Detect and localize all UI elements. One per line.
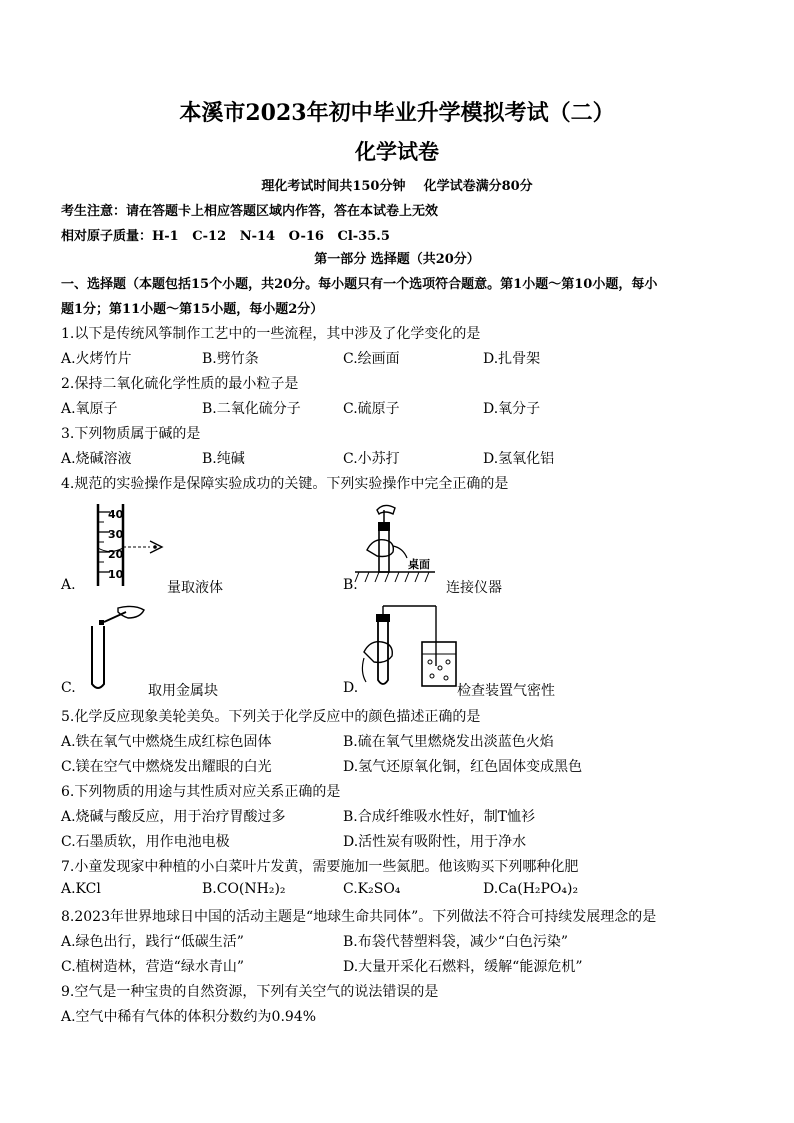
q8-option-a: A.绿色出行，践行“低碳生活” <box>61 934 244 950</box>
metal-block-illustration <box>78 604 158 692</box>
q5-option-c: C.镁在空气中燃烧发出耀眼的白光 <box>61 759 272 775</box>
q2-option-c: C.硫原子 <box>343 401 400 417</box>
atomic-masses: 相对原子质量：H-1 C-12 N-14 O-16 Cl-35.5 <box>61 229 390 244</box>
exam-notice: 考生注意：请在答题卡上相应答题区域内作答，答在本试卷上无效 <box>61 204 439 219</box>
q8-option-d: D.大量开采化石燃料，缓解“能源危机” <box>343 959 583 975</box>
q5-option-b: B.硫在氧气里燃烧发出淡蓝色火焰 <box>343 734 554 750</box>
q3-option-b: B.纯碱 <box>202 451 245 467</box>
q6-option-a: A.烧碱与酸反应，用于治疗胃酸过多 <box>61 809 286 825</box>
q7-option-a: A.KCl <box>61 881 101 897</box>
cylinder-scale <box>108 505 123 585</box>
q2-option-b: B.二氧化硫分子 <box>202 401 301 417</box>
scale-label-20: 20 <box>108 548 124 561</box>
q1-option-b: B.劈竹条 <box>202 351 259 367</box>
q6-option-c: C.石墨质软，用作电池电极 <box>61 834 230 850</box>
question-9-stem: 9.空气是一种宝贵的自然资源，下列有关空气的说法错误的是 <box>61 984 439 1000</box>
section-instruction-line1: 一、选择题（本题包括15个小题，共20分。每小题只有一个选项符合题意。第1小题～第10小题，每小 <box>61 277 658 292</box>
q5-option-d: D.氢气还原氧化铜，红色固体变成黑色 <box>343 759 583 775</box>
exam-title: 本溪市2023年初中毕业升学模拟考试（二） <box>179 100 615 126</box>
q3-option-d: D.氢氧化铝 <box>483 451 555 467</box>
q4-option-b-label: 连接仪器 <box>446 580 502 596</box>
q6-option-b: B.合成纤维吸水性好，制T恤衫 <box>343 809 536 825</box>
exam-subtitle: 化学试卷 <box>355 139 439 164</box>
q4-option-a-letter: A. <box>61 577 76 593</box>
q4-option-b-letter: B. <box>343 577 358 593</box>
q4-option-d-letter: D. <box>343 680 359 696</box>
q9-option-a: A.空气中稀有气体的体积分数约为0.94% <box>61 1009 317 1025</box>
q6-option-d: D.活性炭有吸附性，用于净水 <box>343 834 527 850</box>
question-6-stem: 6.下列物质的用途与其性质对应关系正确的是 <box>61 784 341 800</box>
q7-option-c: C.K₂SO₄ <box>343 881 401 897</box>
part-title: 第一部分 选择题（共20分） <box>314 252 480 267</box>
q1-option-d: D.扎骨架 <box>483 351 541 367</box>
q5-option-a: A.铁在氧气中燃烧生成红棕色固体 <box>61 734 272 750</box>
q2-option-a: A.氧原子 <box>61 401 118 417</box>
q4-option-d-label: 检查装置气密性 <box>457 683 555 699</box>
table-surface-label: 桌面 <box>408 558 430 571</box>
time-note: 理化考试时间共150分钟 化学试卷满分80分 <box>261 179 533 194</box>
q1-option-c: C.绘画面 <box>343 351 400 367</box>
q3-option-c: C.小苏打 <box>343 451 400 467</box>
section-instruction-line2: 题1分；第11小题～第15小题，每小题2分） <box>61 302 324 317</box>
q3-option-a: A.烧碱溶液 <box>61 451 132 467</box>
airtightness-illustration <box>360 602 460 694</box>
question-7-stem: 7.小童发现家中种植的小白菜叶片发黄，需要施加一些氮肥。他该购买下列哪种化肥 <box>61 859 579 875</box>
question-4-stem: 4.规范的实验操作是保障实验成功的关键。下列实验操作中完全正确的是 <box>61 476 509 492</box>
connect-apparatus-illustration <box>355 500 445 590</box>
question-3-stem: 3.下列物质属于碱的是 <box>61 426 201 442</box>
q4-option-c-letter: C. <box>61 680 76 696</box>
question-2-stem: 2.保持二氧化硫化学性质的最小粒子是 <box>61 376 299 392</box>
scale-label-30: 30 <box>108 528 124 541</box>
q4-option-c-label: 取用金属块 <box>148 683 218 699</box>
question-5-stem: 5.化学反应现象美轮美奂。下列关于化学反应中的颜色描述正确的是 <box>61 709 481 725</box>
scale-label-10: 10 <box>108 568 124 581</box>
graduated-cylinder-illustration <box>92 500 192 588</box>
question-1-stem: 1.以下是传统风筝制作工艺中的一些流程，其中涉及了化学变化的是 <box>61 326 481 342</box>
q8-option-b: B.布袋代替塑料袋，减少“白色污染” <box>343 934 569 950</box>
q2-option-d: D.氧分子 <box>483 401 541 417</box>
scale-label-40: 40 <box>108 508 124 521</box>
q8-option-c: C.植树造林，营造“绿水青山” <box>61 959 244 975</box>
q1-option-a: A.火烤竹片 <box>61 351 132 367</box>
q7-option-b: B.CO(NH₂)₂ <box>202 881 286 897</box>
question-8-stem: 8.2023年世界地球日中国的活动主题是“地球生命共同体”。下列做法不符合可持续发展理念的是 <box>61 909 657 925</box>
q4-option-a-label: 量取液体 <box>167 580 223 596</box>
q7-option-d: D.Ca(H₂PO₄)₂ <box>483 881 579 897</box>
